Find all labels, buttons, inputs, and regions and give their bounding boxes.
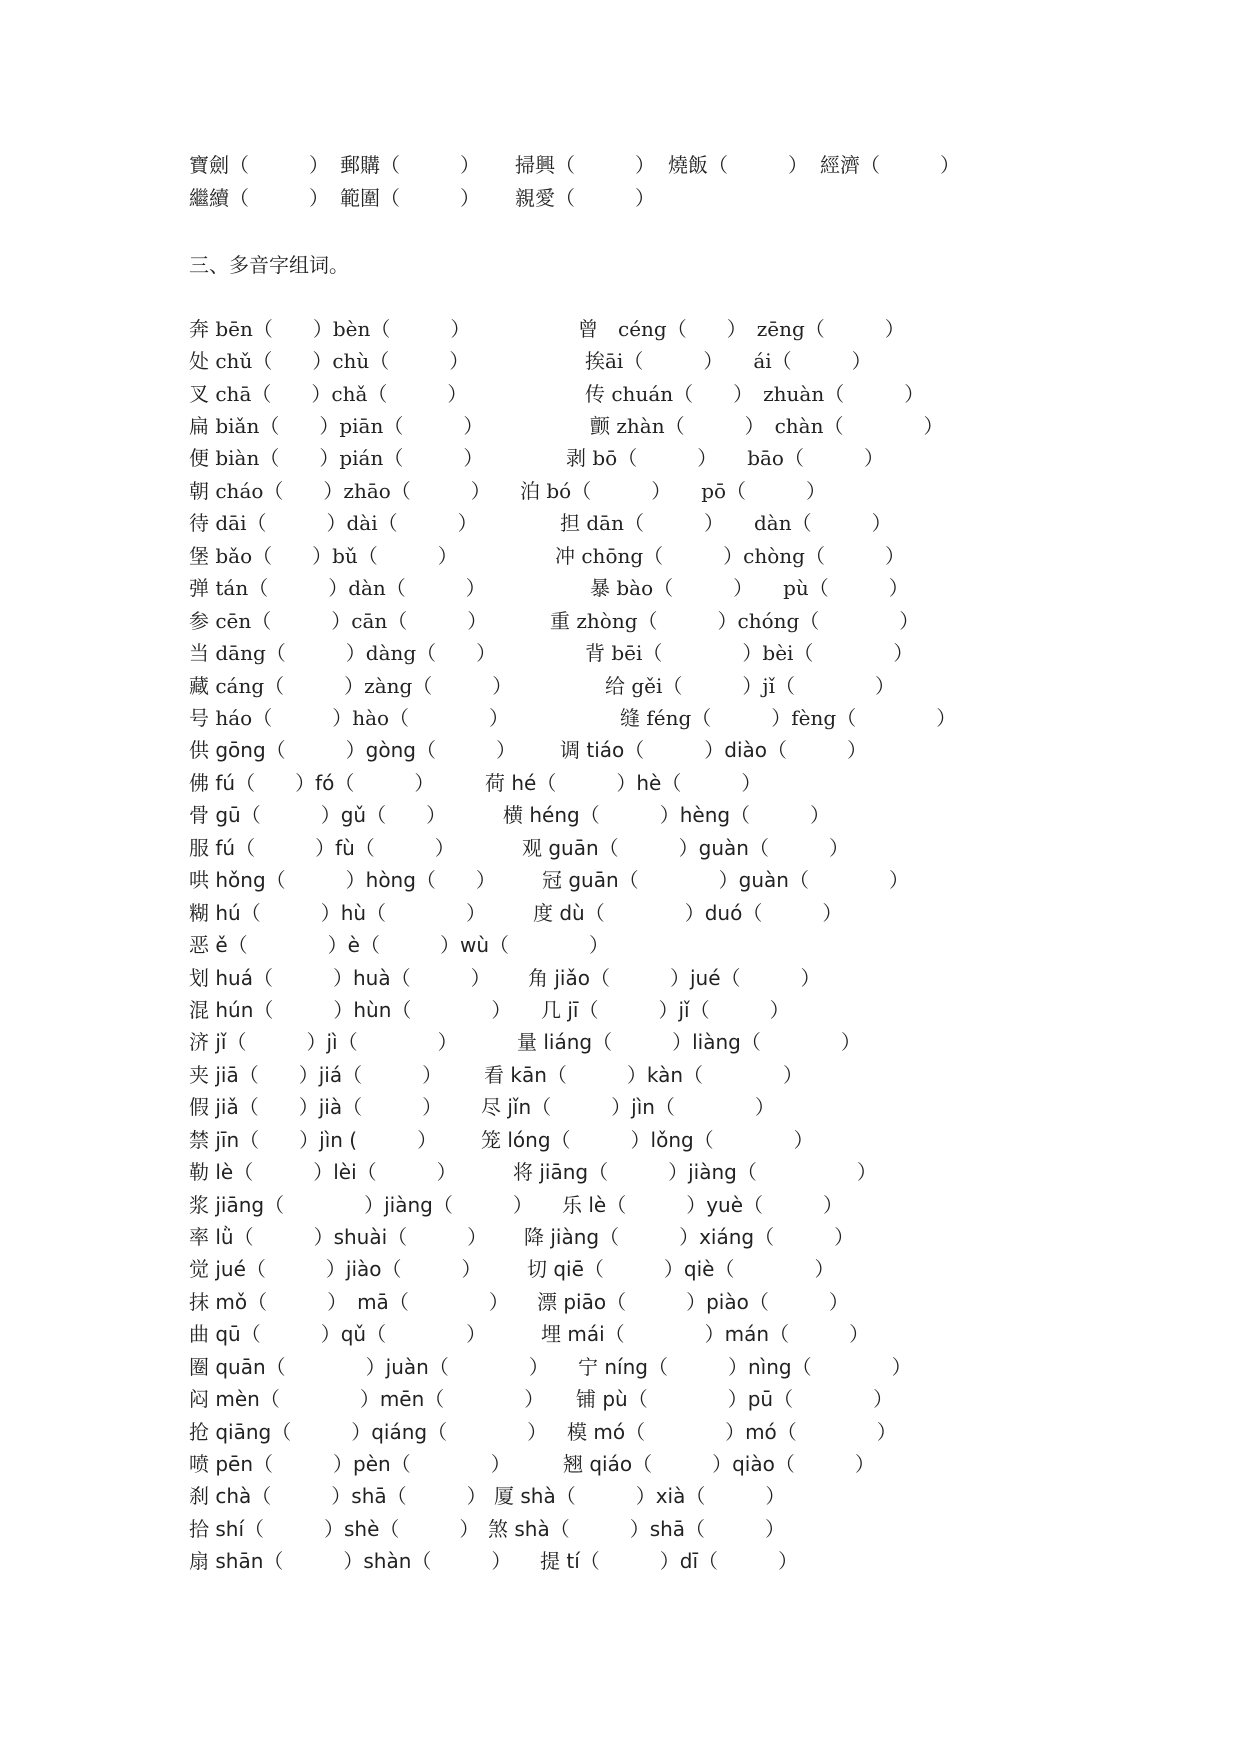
polyphone-entry: 当 dāng（ ）dàng（ ） bbox=[189, 641, 497, 665]
polyphone-row bbox=[0, 1222, 1241, 1252]
polyphone-entry: 奔 bēn（ ）bèn（ ） bbox=[189, 317, 471, 341]
polyphone-entry: 提 tí（ ）dī（ ） bbox=[540, 1549, 799, 1573]
polyphone-entry: 曲 qū（ ）qǔ（ ） bbox=[189, 1322, 487, 1346]
word-item: 掃興（ ） bbox=[515, 153, 655, 177]
polyphone-entry: 翘 qiáo（ ）qiào（ ） bbox=[563, 1452, 875, 1476]
polyphone-entry: 冲 chōng（ ）chòng（ ） bbox=[555, 544, 905, 568]
word-item: 親愛（ ） bbox=[515, 186, 655, 210]
polyphone-row bbox=[0, 1060, 1241, 1090]
polyphone-entry: 横 héng（ ）hèng（ ） bbox=[503, 803, 831, 827]
polyphone-row bbox=[0, 1287, 1241, 1317]
polyphone-row bbox=[0, 1319, 1241, 1349]
polyphone-entry: 曾 céng（ ） zēng（ ） bbox=[578, 317, 905, 341]
polyphone-entry: 重 zhòng（ ）chóng（ ） bbox=[550, 609, 920, 633]
polyphone-entry: 济 jǐ（ ）jì（ ） bbox=[189, 1030, 458, 1054]
polyphone-entry: 骨 gū（ ）gǔ（ ） bbox=[189, 803, 447, 827]
polyphone-entry: 刹 chà（ ）shā（ ） bbox=[189, 1484, 487, 1508]
polyphone-row bbox=[0, 735, 1241, 765]
polyphone-entry: 扇 shān（ ）shàn（ ） bbox=[189, 1549, 512, 1573]
polyphone-entry: 号 háo（ ）hào（ ） bbox=[189, 706, 510, 730]
polyphone-entry: 喷 pēn（ ）pèn（ ） bbox=[189, 1452, 511, 1476]
polyphone-row bbox=[0, 476, 1241, 506]
polyphone-entry: 传 chuán（ ） zhuàn（ ） bbox=[585, 382, 925, 406]
polyphone-row bbox=[0, 1092, 1241, 1122]
polyphone-entry: 恶 ě（ ）è（ ）wù（ ） bbox=[189, 933, 609, 957]
polyphone-entry: 勒 lè（ ）lèi（ ） bbox=[189, 1160, 457, 1184]
polyphone-entry: 处 chǔ（ ）chù（ ） bbox=[189, 349, 470, 373]
polyphone-entry: 弹 tán（ ）dàn（ ） bbox=[189, 576, 486, 600]
polyphone-entry: 觉 jué（ ）jiào（ ） bbox=[189, 1257, 482, 1281]
polyphone-entry: 漂 piāo（ ）piào（ ） bbox=[537, 1290, 849, 1314]
polyphone-row bbox=[0, 1449, 1241, 1479]
polyphone-entry: 拾 shí（ ）shè（ ） bbox=[189, 1517, 480, 1541]
polyphone-entry: 暴 bào（ ） pù（ ） bbox=[590, 576, 909, 600]
polyphone-row bbox=[0, 1384, 1241, 1414]
polyphone-row bbox=[0, 865, 1241, 895]
polyphone-row bbox=[0, 411, 1241, 441]
polyphone-entry: 供 gōng（ ）gòng（ ） bbox=[189, 738, 516, 762]
polyphone-row bbox=[0, 930, 1241, 960]
polyphone-entry: 将 jiāng（ ）jiàng（ ） bbox=[513, 1160, 877, 1184]
word-item: 經濟（ ） bbox=[820, 153, 960, 177]
polyphone-row bbox=[0, 541, 1241, 571]
polyphone-entry: 调 tiáo（ ）diào（ ） bbox=[560, 738, 867, 762]
polyphone-entry: 抹 mǒ（ ） mā（ ） bbox=[189, 1290, 509, 1314]
polyphone-row bbox=[0, 1157, 1241, 1187]
polyphone-entry: 缝 féng（ ）fèng（ ） bbox=[620, 706, 957, 730]
word-item: 繼續（ ） bbox=[189, 186, 329, 210]
polyphone-entry: 浆 jiāng（ ）jiàng（ ） bbox=[189, 1193, 533, 1217]
polyphone-entry: 埋 mái（ ）mán（ ） bbox=[541, 1322, 870, 1346]
polyphone-entry: 尽 jǐn（ ）jìn（ ） bbox=[481, 1095, 775, 1119]
polyphone-entry: 角 jiǎo（ ）jué（ ） bbox=[528, 966, 821, 990]
polyphone-entry: 禁 jīn（ ）jìn ( ） bbox=[189, 1128, 438, 1152]
polyphone-entry: 乐 lè（ ）yuè（ ） bbox=[562, 1193, 844, 1217]
polyphone-row bbox=[0, 1352, 1241, 1382]
polyphone-entry: 哄 hǒng（ ）hòng（ ） bbox=[189, 868, 496, 892]
polyphone-row bbox=[0, 1514, 1241, 1544]
word-item: 燒飯（ ） bbox=[668, 153, 808, 177]
polyphone-entry: 叉 chā（ ）chǎ（ ） bbox=[189, 382, 468, 406]
polyphone-row bbox=[0, 1546, 1241, 1576]
polyphone-row bbox=[0, 573, 1241, 603]
polyphone-entry: 参 cēn（ ）cān（ ） bbox=[189, 609, 488, 633]
polyphone-row bbox=[0, 1190, 1241, 1220]
polyphone-row bbox=[0, 443, 1241, 473]
polyphone-entry: 宁 níng（ ）nìng（ ） bbox=[578, 1355, 912, 1379]
polyphone-entry: 模 mó（ ）mó（ ） bbox=[567, 1420, 897, 1444]
word-item: 寶劍（ ） bbox=[189, 153, 329, 177]
polyphone-entry: 便 biàn（ ）pián（ ） bbox=[189, 446, 484, 470]
polyphone-entry: 担 dān（ ） dàn（ ） bbox=[560, 511, 892, 535]
polyphone-row bbox=[0, 606, 1241, 636]
polyphone-entry: 夹 jiā（ ）jiá（ ） bbox=[189, 1063, 443, 1087]
polyphone-entry: 剥 bō（ ） bāo（ ） bbox=[566, 446, 884, 470]
polyphone-row bbox=[0, 671, 1241, 701]
polyphone-entry: 闷 mèn（ ）mēn（ ） bbox=[189, 1387, 545, 1411]
polyphone-entry: 堡 bǎo（ ）bǔ（ ） bbox=[189, 544, 458, 568]
polyphone-row bbox=[0, 703, 1241, 733]
polyphone-entry: 降 jiàng（ ）xiáng（ ） bbox=[524, 1225, 855, 1249]
word-item: 郵購（ ） bbox=[340, 153, 480, 177]
polyphone-row bbox=[0, 963, 1241, 993]
traditional-words-row bbox=[0, 150, 1241, 180]
polyphone-entry: 背 bēi（ ）bèi（ ） bbox=[585, 641, 914, 665]
word-item: 範圍（ ） bbox=[340, 186, 480, 210]
polyphone-entry: 荷 hé（ ）hè（ ） bbox=[485, 771, 762, 795]
polyphone-entry: 糊 hú（ ）hù（ ） bbox=[189, 901, 487, 925]
polyphone-row bbox=[0, 1254, 1241, 1284]
polyphone-entry: 几 jī（ ）jǐ（ ） bbox=[541, 998, 790, 1022]
polyphone-row bbox=[0, 1417, 1241, 1447]
polyphone-entry: 铺 pù（ ）pū（ ） bbox=[576, 1387, 894, 1411]
polyphone-row bbox=[0, 800, 1241, 830]
polyphone-entry: 朝 cháo（ ）zhāo（ ） bbox=[189, 479, 491, 503]
polyphone-entry: 颤 zhàn（ ） chàn（ ） bbox=[590, 414, 944, 438]
polyphone-entry: 煞 shà（ ）shā（ ） bbox=[488, 1517, 786, 1541]
polyphone-row bbox=[0, 1481, 1241, 1511]
polyphone-entry: 量 liáng（ ）liàng（ ） bbox=[517, 1030, 861, 1054]
polyphone-entry: 扁 biǎn（ ）piān（ ） bbox=[189, 414, 484, 438]
polyphone-row bbox=[0, 314, 1241, 344]
polyphone-entry: 观 guān（ ）guàn（ ） bbox=[522, 836, 849, 860]
polyphone-entry: 看 kān（ ）kàn（ ） bbox=[484, 1063, 804, 1087]
polyphone-entry: 藏 cáng（ ）zàng（ ） bbox=[189, 674, 513, 698]
polyphone-entry: 抢 qiāng（ ）qiáng（ ） bbox=[189, 1420, 548, 1444]
polyphone-entry: 假 jiǎ（ ）jià（ ） bbox=[189, 1095, 443, 1119]
polyphone-entry: 笼 lóng（ ）lǒng（ ） bbox=[481, 1128, 814, 1152]
polyphone-row bbox=[0, 1027, 1241, 1057]
polyphone-entry: 待 dāi（ ）dài（ ） bbox=[189, 511, 478, 535]
polyphone-entry: 服 fú（ ）fù（ ） bbox=[189, 836, 455, 860]
polyphone-row bbox=[0, 995, 1241, 1025]
polyphone-entry: 冠 guān（ ）guàn（ ） bbox=[542, 868, 909, 892]
traditional-words-row bbox=[0, 183, 1241, 213]
polyphone-entry: 泊 bó（ ） pō（ ） bbox=[520, 479, 827, 503]
polyphone-row bbox=[0, 833, 1241, 863]
polyphone-entry: 挨āi（ ） ái（ ） bbox=[585, 349, 872, 373]
polyphone-row bbox=[0, 768, 1241, 798]
polyphone-row bbox=[0, 346, 1241, 376]
polyphone-entry: 佛 fú（ ）fó（ ） bbox=[189, 771, 435, 795]
polyphone-row bbox=[0, 379, 1241, 409]
polyphone-entry: 率 lǜ（ ）shuài（ ） bbox=[189, 1225, 488, 1249]
polyphone-row bbox=[0, 508, 1241, 538]
polyphone-entry: 切 qiē（ ）qiè（ ） bbox=[527, 1257, 835, 1281]
polyphone-row bbox=[0, 898, 1241, 928]
polyphone-row bbox=[0, 638, 1241, 668]
section-heading: 三、多音字组词。 bbox=[189, 253, 349, 277]
polyphone-entry: 混 hún（ ）hùn（ ） bbox=[189, 998, 512, 1022]
polyphone-entry: 划 huá（ ）huà（ ） bbox=[189, 966, 491, 990]
polyphone-entry: 厦 shà（ ）xià（ ） bbox=[494, 1484, 786, 1508]
polyphone-row bbox=[0, 1125, 1241, 1155]
polyphone-entry: 给 gěi（ ）jǐ（ ） bbox=[605, 674, 895, 698]
polyphone-entry: 圈 quān（ ）juàn（ ） bbox=[189, 1355, 549, 1379]
polyphone-entry: 度 dù（ ）duó（ ） bbox=[533, 901, 843, 925]
